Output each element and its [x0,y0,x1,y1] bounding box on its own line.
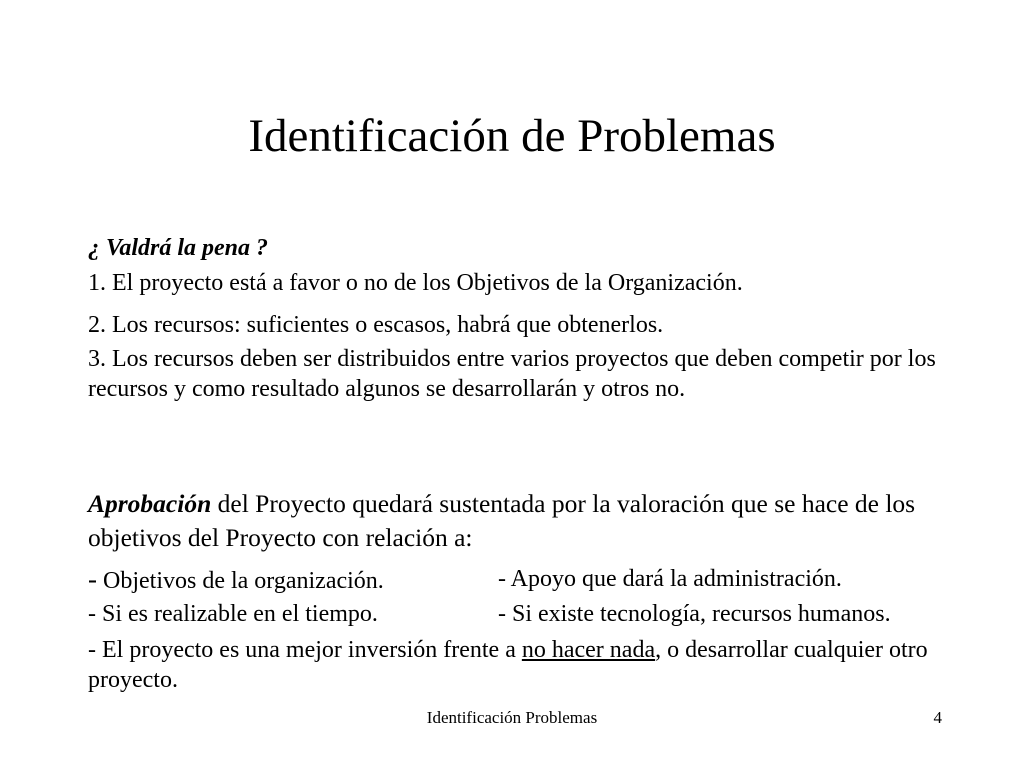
point-2: 2. Los recursos: suficientes o escasos, habrá que obtenerlos. [88,312,664,338]
criterion-objectives [88,564,384,596]
criterion-text: Objetivos de la organización. [97,568,384,594]
criterion-administration: - Apoyo que dará la administración. [498,566,842,592]
investment-underlined: no hacer nada [521,637,656,663]
footer-title: Identificación Problemas [426,708,598,727]
investment-text-start: - El proyecto es una mejor inversión frente a [88,637,522,663]
approval-paragraph [88,487,938,555]
approval-keyword: Aprobación [88,489,212,518]
criterion-investment [88,635,938,695]
slide-title: Identificación de Problemas [248,110,776,162]
criterion-dash: - [88,564,97,594]
question-line: ¿ Valdrá la pena ? [88,235,269,261]
approval-text: del Proyecto quedará sustentada por la valoración que se hace de los objetivos del Proyecto con relación a: [88,489,916,552]
criterion-technology: - Si existe tecnología, recursos humanos. [498,601,891,627]
point-3: 3. Los recursos deben ser distribuidos entre varios proyectos que deben competir por los recursos y como resultado algunos se desarrollarán y otros no. [88,346,936,402]
criterion-time: - Si es realizable en el tiempo. [88,601,378,627]
point-1: 1. El proyecto está a favor o no de los Objetivos de la Organización. [88,270,743,296]
investment-text-end: , o desarrollar cualquier otro proyecto. [88,637,928,693]
page-number: 4 [933,708,942,727]
